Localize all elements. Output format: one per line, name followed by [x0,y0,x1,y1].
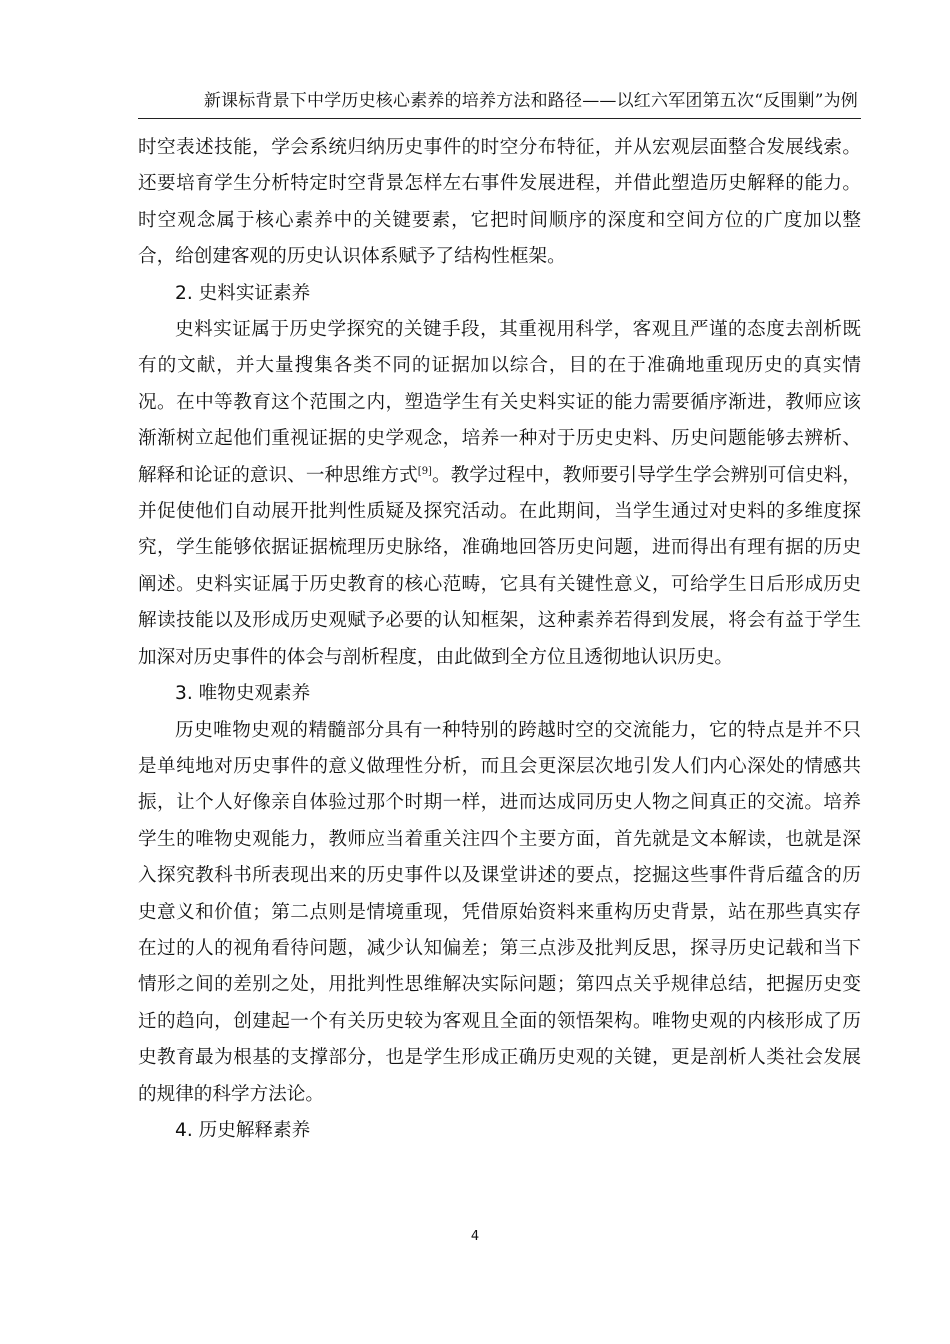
citation-marker: [9] [417,465,432,477]
document-body [138,130,861,1149]
page-number: 4 [470,1229,480,1244]
section-heading-historical-materialism: 3. 唯物史观素养 [175,683,311,705]
section-heading-historical-interpretation: 4. 历史解释素养 [175,1119,311,1141]
paragraph-historical-evidence [138,312,861,676]
paragraph-historical-materialism: 历史唯物史观的精髓部分具有一种特别的跨越时空的交流能力，它的特点是并不只是单纯地对历史事件的意义做理性分析，而且会更深层次地引发人们内心深处的情感共振，让个人好像亲自体验过那个时期一样，进而达成同历史人物之间真正的交流。培养学生的唯物史观能力，教师应当着重关注四个主要方面，首先就是文本解读，也就是深入探究教科书所表现出来的历史事件以及课堂讲述的要点，挖掘这些事件背后蕴含的历史意义和价值；第二点则是情境重现，凭借原始资料来重构历史背景，站在那些真实存在过的人的视角看待问题，减少认知偏差；第三点涉及批判反思，探寻历史记载和当下情形之间的差别之处，用批判性思维解决实际问题；第四点关乎规律总结，把握历史变迁的趋向，创建起一个有关历史较为客观且全面的领悟架构。唯物史观的内核形成了历史教育最为根基的支撑部分，也是学生形成正确历史观的关键，更是剖析人类社会发展的规律的科学方法论。 [138,719,861,1105]
paragraph-historical-evidence-part2: 。教学过程中，教师要引导学生学会辨别可信史料，并促使他们自动展开批判性质疑及探究活动。在此期间，当学生通过对史料的多维度探究，学生能够依据证据梳理历史脉络，准确地回答历史问题，进而得出有理有据的历史阐述。史料实证属于历史教育的核心范畴，它具有关键性意义，可给学生日后形成历史解读技能以及形成历史观赋予必要的认知框架，这种素养若得到发展，将会有益于学生加深对历史事件的体会与剖析程度，由此做到全方位且透彻地认识历史。 [138,464,861,668]
paragraph-historical-evidence-part1: 史料实证属于历史学探究的关键手段，其重视用科学，客观且严谨的态度去剖析既有的文献，并大量搜集各类不同的证据加以综合，目的在于准确地重现历史的真实情况。在中等教育这个范围之内，塑造学生有关史料实证的能力需要循序渐进，教师应该渐渐树立起他们重视证据的史学观念，培养一种对于历史史料、历史问题能够去辨析、解释和论证的意识、一种思维方式 [138,319,861,486]
header-divider [138,118,861,119]
paragraph-spatiotemporal-continued: 时空表述技能，学会系统归纳历史事件的时空分布特征，并从宏观层面整合发展线索。还要培育学生分析特定时空背景怎样左右事件发展进程，并借此塑造历史解释的能力。时空观念属于核心素养中的关键要素，它把时间顺序的深度和空间方位的广度加以整合，给创建客观的历史认识体系赋予了结构性框架。 [138,137,861,268]
running-header: 新课标背景下中学历史核心素养的培养方法和路径——以红六军团第五次“反围剿”为例 [203,91,858,111]
section-heading-historical-evidence: 2. 史料实证素养 [175,282,311,304]
